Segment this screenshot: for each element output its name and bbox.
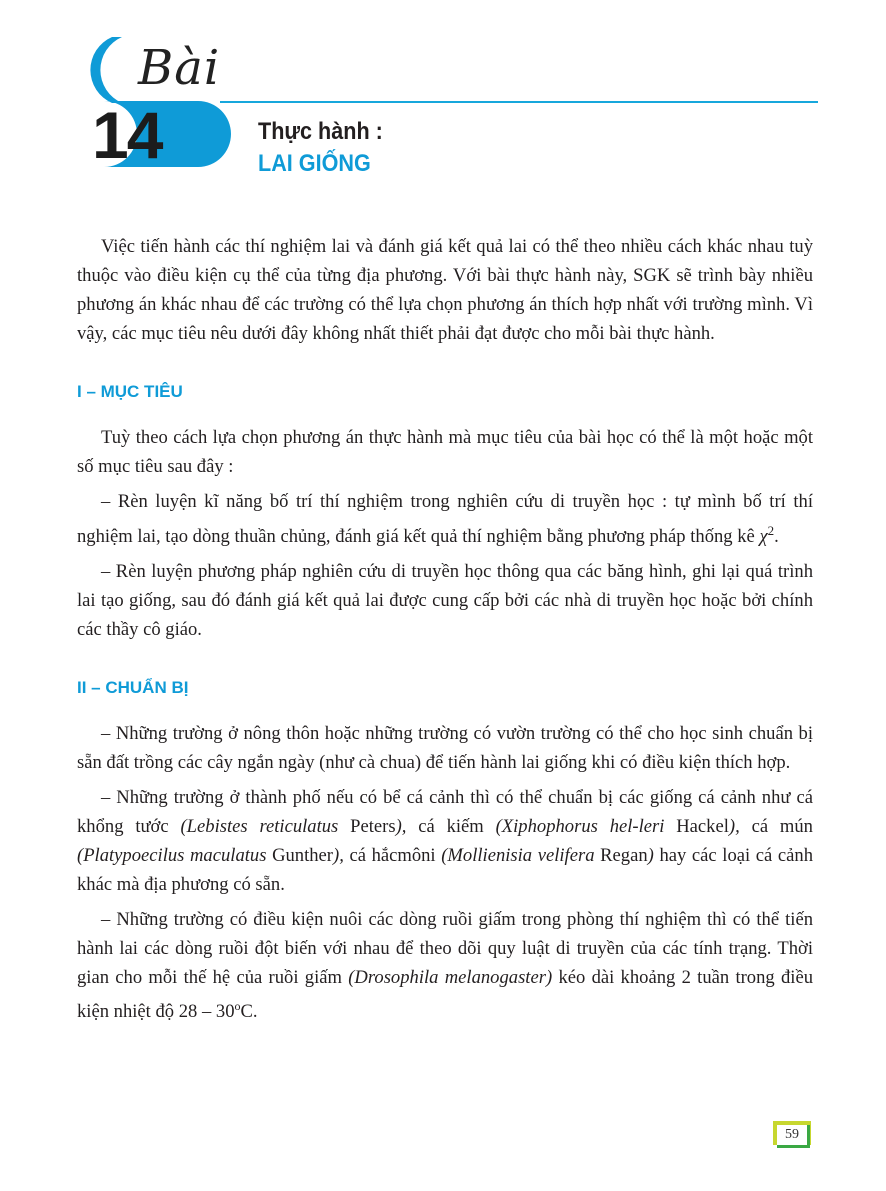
prep3-t1: – Những trường có điều kiện nuôi các dòng ruồi giấm trong phòng thí nghiệm thì có thể tiến hành lai các dòng ruồi đột biến với nhau để theo dõi quy luật di truyền của các tính trạng. Thời gian cho mỗi thế hệ của ruồi giấm (77, 909, 813, 989)
prep2-t8: Regan (594, 845, 648, 867)
prep2-i2: ), (395, 816, 407, 838)
prep2-t3: cá kiếm (406, 816, 496, 838)
lesson-title-line1: Thực hành : (258, 118, 383, 145)
section-heading-objectives: I – MỤC TIÊU (77, 382, 183, 401)
page-number: 59 (777, 1125, 810, 1148)
preparation-paragraph-2 (77, 783, 813, 899)
prep2-i8: ) (647, 845, 654, 867)
lesson-number: 14 (92, 98, 162, 172)
prep2-i1: (Lebistes reticulatus (180, 816, 339, 838)
prep2-i6: ), (333, 845, 344, 867)
prep2-t6: Gunther (266, 845, 333, 867)
section-heading-preparation: II – CHUẨN BỊ (77, 678, 189, 698)
lesson-header (0, 0, 886, 200)
lesson-label: Bài (138, 40, 221, 96)
chi-symbol: χ (759, 526, 768, 548)
intro-paragraph: Việc tiến hành các thí nghiệm lai và đánh giá kết quả lai có thể theo nhiều cách khác nhau tuỳ thuộc vào điều kiện cụ thể của từng địa phương. Với bài thực hành này, SGK sẽ trình bày nhiều phương án khác nhau để các trường có thể lựa chọn phương án thích hợp nhất với trường mình. Vì vậy, các mục tiêu nêu dưới đây không nhất thiết phải đạt được cho mỗi bài thực hành. (77, 236, 813, 344)
page-number-badge (773, 1121, 815, 1149)
prep3-t2: kéo dài khoảng 2 tuần trong điều kiện nhiệt độ 28 – 30 (77, 967, 813, 1023)
prep2-i7: (Mollienisia velifera (441, 845, 595, 867)
prep3-i1: (Drosophila melanogaster) (348, 967, 553, 989)
objectives-paragraph-2 (77, 487, 813, 551)
prep2-t2: Peters (338, 816, 396, 838)
degree-superscript: o (234, 999, 241, 1014)
prep3-t3: C. (240, 1001, 258, 1023)
lesson-title-line2: LAI GIỐNG (258, 150, 371, 177)
prep2-t4: Hackel (664, 816, 729, 838)
title-divider (220, 101, 818, 103)
prep2-i5: (Platypoecilus maculatus (77, 845, 267, 867)
prep2-t9: hay các loại cá cảnh khác mà địa phương có sẵn. (77, 845, 814, 896)
objectives-paragraph-3: – Rèn luyện phương pháp nghiên cứu di truyền học thông qua các băng hình, ghi lại quá trình lai tạo giống, sau đó đánh giá kết quả lai được cung cấp bởi các nhà di truyền học hoặc bởi chính các thầy cô giáo. (77, 561, 813, 641)
prep2-t5: cá mún (739, 816, 813, 838)
preparation-paragraph-3 (77, 905, 813, 1026)
prep2-t7: cá hắcmôni (343, 845, 442, 867)
preparation-paragraph-1: – Những trường ở nông thôn hoặc những trường có vườn trường có thể cho học sinh chuẩn bị sẵn đất trồng các cây ngắn ngày (như cà chua) để tiến hành lai giống khi có điều kiện thích hợp. (77, 723, 813, 774)
objectives-p2-end: . (774, 526, 779, 548)
chi-superscript: 2 (767, 523, 775, 538)
objectives-paragraph-1: Tuỳ theo cách lựa chọn phương án thực hành mà mục tiêu của bài học có thể là một hoặc một số mục tiêu sau đây : (77, 427, 813, 477)
prep2-i3: (Xiphophorus hel-leri (495, 816, 665, 838)
prep2-t1: – Những trường ở thành phố nếu có bể cá cảnh thì có thể chuẩn bị các giống cá cảnh như cá khổng tước (77, 787, 813, 838)
prep2-i4: ), (728, 816, 740, 838)
objectives-p2-text: – Rèn luyện kĩ năng bố trí thí nghiệm trong nghiên cứu di truyền học : tự mình bố trí thí nghiệm lai, tạo dòng thuần chủng, đánh giá kết quả thí nghiệm bằng phương pháp thống kê (77, 491, 813, 548)
lesson-content (77, 232, 813, 1026)
